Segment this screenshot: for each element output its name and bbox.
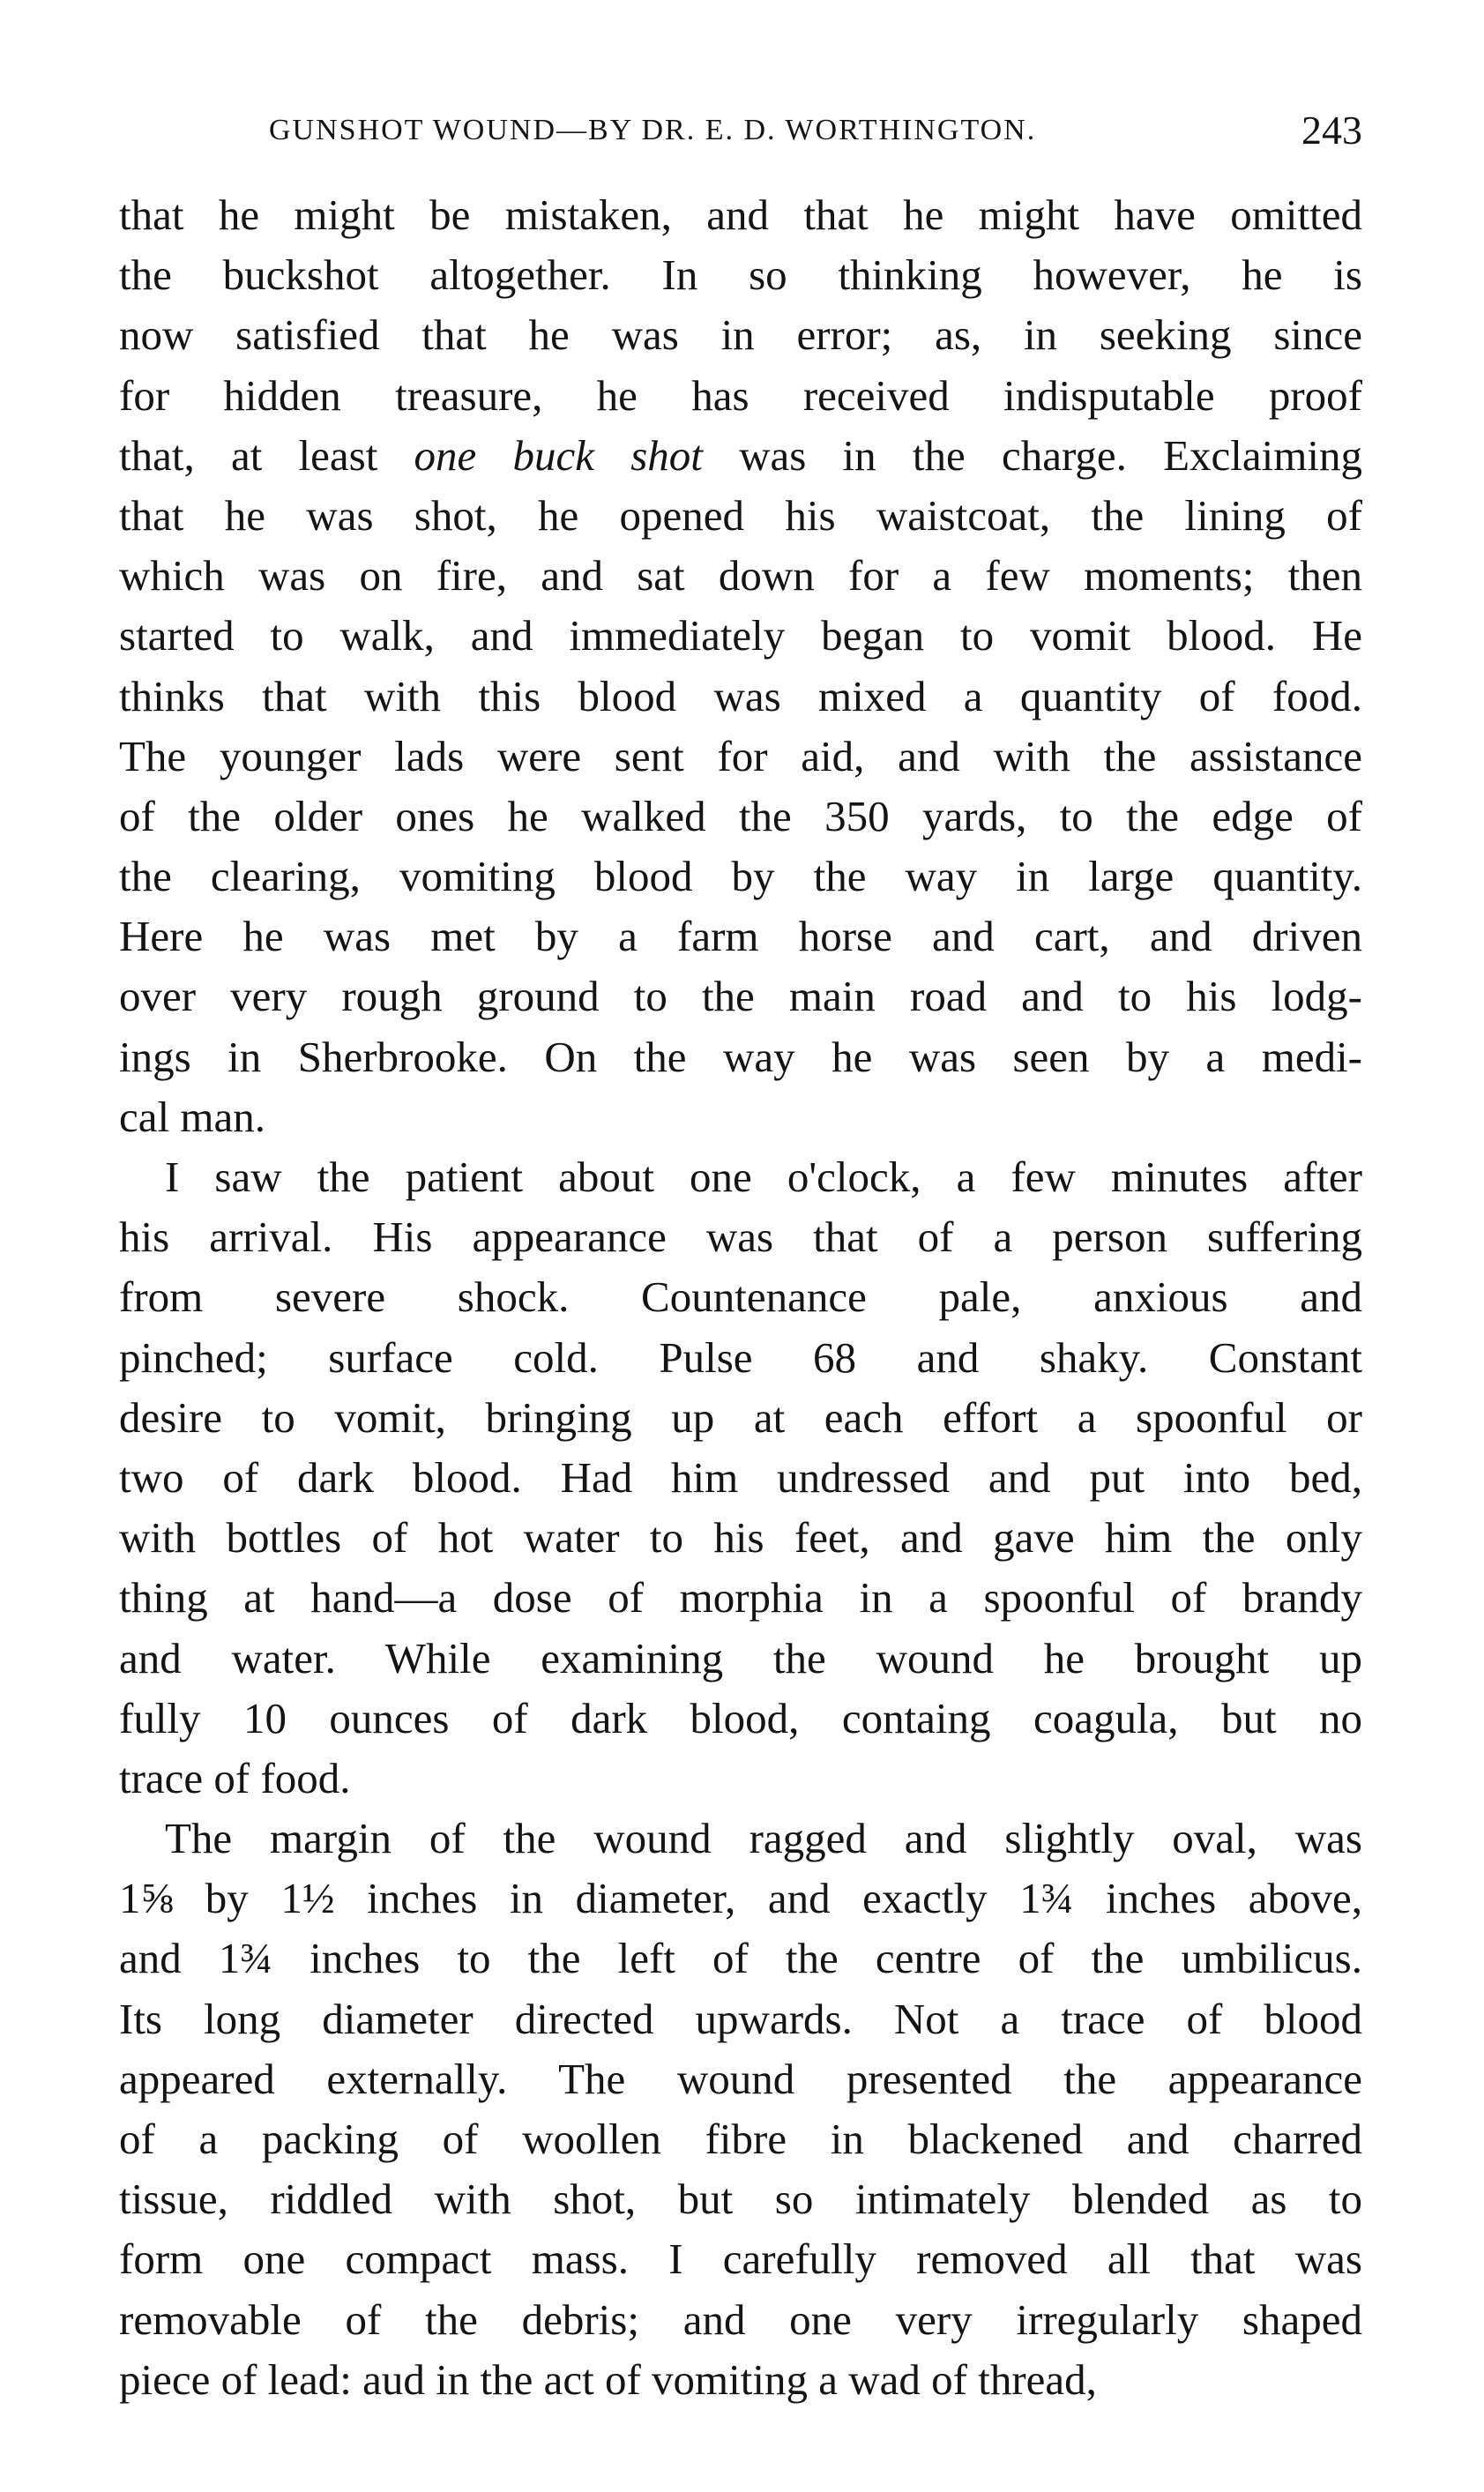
text-line: started to walk, and immediately began to vomit blood. He bbox=[119, 611, 1362, 660]
text-line: The younger lads were sent for aid, and with the assistance bbox=[119, 731, 1362, 780]
text-line: Here he was met by a farm horse and cart, and driven bbox=[119, 912, 1362, 961]
text-line: that he was shot, he opened his waistcoat, the lining of bbox=[119, 490, 1362, 540]
text-line: his arrival. His appearance was that of a person suffering bbox=[119, 1212, 1362, 1262]
running-head bbox=[119, 104, 1362, 157]
text-line: tissue, riddled with shot, but so intimately blended as to bbox=[119, 2175, 1362, 2224]
text-line: over very rough ground to the main road and to his lodg- bbox=[119, 972, 1362, 1021]
text-line: fully 10 ounces of dark blood, containg coagula, but no bbox=[119, 1693, 1362, 1742]
text-line: trace of food. bbox=[119, 1753, 351, 1802]
text-line: the clearing, vomiting blood by the way in large quantity. bbox=[119, 852, 1362, 901]
paragraph bbox=[119, 1809, 1362, 2410]
text-line: the buckshot altogether. In so thinking however, he is bbox=[119, 250, 1362, 300]
text-line: and water. While examining the wound he brought up bbox=[119, 1633, 1362, 1682]
text-line: desire to vomit, bringing up at each effort a spoonful or bbox=[119, 1392, 1362, 1442]
text-line: which was on fire, and sat down for a few moments; then bbox=[119, 551, 1362, 601]
text-line: of a packing of woollen fibre in blackened and charred bbox=[119, 2115, 1362, 2163]
text-line: now satisfied that he was in error; as, in seeking since bbox=[119, 310, 1362, 360]
text-line: removable of the debris; and one very irregularly shaped bbox=[119, 2294, 1362, 2344]
italic-phrase: one buck shot bbox=[414, 430, 703, 480]
text-line: I saw the patient about one o'clock, a few minutes after bbox=[165, 1153, 1362, 1201]
text-line: appeared externally. The wound presented the appearance bbox=[119, 2054, 1362, 2103]
text-line: form one compact mass. I carefully removed all that was bbox=[119, 2235, 1362, 2284]
text-line: with bottles of hot water to his feet, and gave him the only bbox=[119, 1513, 1362, 1563]
paragraph bbox=[119, 185, 1362, 1147]
text-line: piece of lead: aud in the act of vomiting a wad of thread, bbox=[119, 2354, 1097, 2404]
text-line: thinks that with this blood was mixed a quantity of food. bbox=[119, 671, 1362, 720]
running-title: GUNSHOT WOUND—BY DR. E. D. WORTHINGTON. bbox=[269, 114, 1037, 146]
text-line: The margin of the wound ragged and slightly oval, was bbox=[165, 1814, 1362, 1863]
page-number: 243 bbox=[1301, 108, 1362, 153]
text-line: of the older ones he walked the 350 yards, to the edge of bbox=[119, 791, 1362, 840]
text-line: two of dark blood. Had him undressed and put into bed, bbox=[119, 1452, 1362, 1502]
paragraph bbox=[119, 1147, 1362, 1809]
text-segment: that, at least bbox=[119, 430, 414, 480]
text-line: ings in Sherbrooke. On the way he was seen by a medi- bbox=[119, 1032, 1362, 1081]
text-line: for hidden treasure, he has received indisputable proof bbox=[119, 370, 1362, 420]
text-segment: was in the charge. Exclaiming bbox=[702, 430, 1362, 480]
text-line: and 1¾ inches to the left of the centre of the umbilicus. bbox=[119, 1934, 1362, 1983]
text-line: from severe shock. Countenance pale, anxious and bbox=[119, 1272, 1362, 1322]
text-line: cal man. bbox=[119, 1092, 265, 1141]
body-text bbox=[119, 185, 1362, 2410]
text-line: Its long diameter directed upwards. Not a trace of blood bbox=[119, 1994, 1362, 2043]
text-line bbox=[119, 426, 1362, 486]
text-line: that he might be mistaken, and that he might have omitted bbox=[119, 190, 1362, 239]
text-line: 1⅝ by 1½ inches in diameter, and exactly 1¾ inches above, bbox=[119, 1874, 1362, 1923]
text-line: thing at hand—a dose of morphia in a spoonful of brandy bbox=[119, 1573, 1362, 1623]
text-line: pinched; surface cold. Pulse 68 and shaky. Constant bbox=[119, 1332, 1362, 1382]
